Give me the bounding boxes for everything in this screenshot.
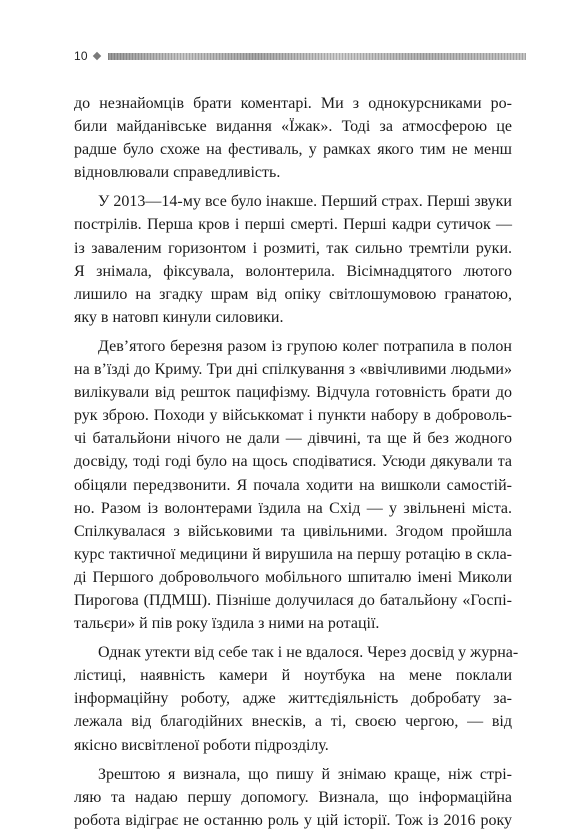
text-line: лишило на згадку шрам від опіку світлошумовою гранатою,	[74, 285, 512, 303]
text-line: до незнайомців брати коментарі. Ми з однокурсниками ро-	[74, 95, 512, 112]
text-line: на в’їзді до Криму. Три дні спілкування з «ввічливими людьми»	[74, 361, 512, 379]
text-line: якісно висвітленої роботи підрозділу.	[74, 736, 329, 754]
paragraph-3	[74, 335, 512, 635]
page-number: 10	[74, 49, 88, 63]
paragraph-4	[74, 641, 519, 756]
paragraph-2	[74, 190, 512, 329]
paragraph-5	[74, 763, 512, 832]
text-line: пострілів. Перша кров і перші смерті. Перші кадри сутичок —	[74, 216, 512, 234]
text-line: но. Разом із волонтерами їздила на Схід — у звільнені міста.	[74, 499, 512, 517]
decorative-header-rule	[108, 53, 526, 60]
text-line: лістиці, наявність камери й ноутбука на мене поклали	[74, 667, 512, 685]
text-line: Однак утекти від себе так і не вдалося. Через досвід у журна-	[98, 644, 519, 662]
text-body	[74, 92, 519, 832]
text-line: Дев’ятого березня разом із групою колег потрапила в полон	[98, 337, 512, 355]
text-line: обіцяли передзвонити. Я почала ходити на вишколи самостій-	[74, 476, 512, 494]
text-line: чі батальйони нічого не дали — дівчині, та ще й без жодного	[74, 430, 512, 448]
text-line: У 2013—14-му все було інакше. Перший страх. Перші звуки	[98, 193, 512, 211]
text-line: Спілкувалася з військовими та цивільними. Згодом пройшла	[74, 522, 512, 540]
text-line: вилікували від решток пацифізму. Відчула готовність брати до	[74, 384, 512, 402]
text-line: курс тактичної медицини й вирушила на першу ротацію в скла-	[74, 545, 512, 563]
text-line: ляю та надаю першу допомогу. Визнала, що інформаційна	[74, 788, 512, 806]
diamond-ornament-icon	[93, 52, 101, 60]
text-line: яку в натовп кинули силовики.	[74, 308, 284, 326]
text-line: із заваленим горизонтом і розмиті, так сильно тремтіли руки.	[74, 239, 512, 257]
text-line: робота відіграє не останню роль у цій історії. Тож із 2016 року	[74, 811, 512, 829]
text-line: Зрештою я визнала, що пишу й знімаю краще, ніж стрі-	[98, 765, 512, 783]
text-line: інформаційну роботу, адже життєдіяльність добробату за-	[74, 690, 512, 708]
text-line: рук зброю. Походи у військкомат і пункти набору в доброволь-	[74, 407, 512, 425]
text-line: радше було схоже на фестиваль, у рамках якого тим не менш	[74, 141, 512, 159]
text-line: Я знімала, фіксувала, волонтерила. Вісімнадцятого лютого	[74, 262, 512, 280]
text-line: ді Першого добровольчого мобільного шпиталю імені Миколи	[74, 568, 512, 586]
text-line: досвіду, тоді годі було на щось сподіватися. Усюди дякували та	[74, 453, 512, 471]
text-line: відновлювали справедливість.	[74, 164, 281, 182]
paragraph-1	[74, 92, 512, 184]
text-line: лежала від благодійних внесків, а ті, своєю чергою, — від	[74, 713, 512, 731]
text-line: били майданівське видання «Їжак». Тоді за атмосферою це	[74, 118, 512, 136]
text-line: Пирогова (ПДМШ). Пізніше долучилася до батальйону «Госпі-	[74, 591, 512, 609]
text-line: тальєри» й пів року їздила з ними на ротації.	[74, 615, 380, 633]
running-header	[74, 48, 526, 64]
